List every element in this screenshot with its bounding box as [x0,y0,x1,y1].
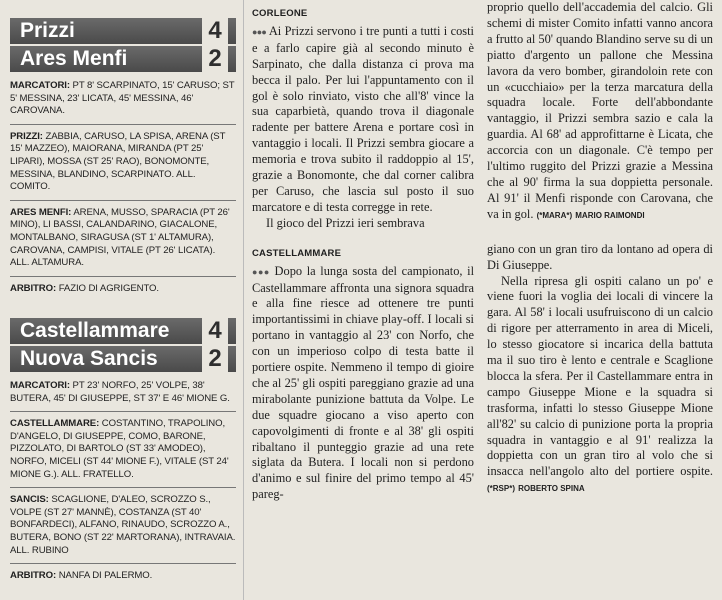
home-team-bar [10,18,236,44]
bullet-icon: ●●● [252,266,270,277]
article-column-2 [487,0,713,497]
away-lineup: SANCIS: SCAGLIONE, D'ALEO, SCROZZO S., VOLPE (ST 27' MANNÈ), COSTANZA (ST 40' BONFARDECI), ALFANO, RINAUDO, SCROZZO A., BUTERA, BONO (ST 22' MARTORANA), INTRAVAIA. ALL. RUBINO [10,494,236,556]
divider [10,563,236,564]
divider [10,411,236,412]
home-team-bar [10,318,236,344]
home-team-name: Prizzi [20,19,75,42]
article-2-paragraph-2: giano con un gran tiro da lontano ad opera di Di Giuseppe. [487,241,713,272]
article-2-paragraph-3: Nella ripresa gli ospiti calano un po' e viene fuori la voglia dei locali di vincere la gara. Al 58' i locali usufruiscono di un calcio di rigore per atterramento in area di Miceli, lo stesso giocatore si incarica della battuta ma il suo tiro è lento e centrale e Scaglione blocca la sfera. Per il Castellammare entra in campo Giuseppe Mione e la squadra si trasforma, infatti lo stesso Giuseppe Mione all'82' su calcio di punizione porta la propria squadra in vantaggio e al 91' realizza la doppietta con un gran tiro al volo che si insacca nell'angolo alto del portiere ospite. (*RSP*) ROBERTO SPINA [487,273,713,494]
home-score: 4 [202,18,228,44]
away-team-bar [10,346,236,372]
column-divider [243,0,244,600]
referee: ARBITRO: NANFA DI PALERMO. [10,570,153,582]
referee: ARBITRO: FAZIO DI AGRIGENTO. [10,282,159,294]
article-2-paragraph-1: ●●● Dopo la lunga sosta del campionato, il Castellammare affronta una signora squadra e alla fine riesce ad ottenere tre punti importantissimi in chiave play-off. I locali si portano in vantaggio al 23' con Norfo, che con un imperioso colpo di testa batte il portiere ospite. Nemmeno il tempo di gioire che al 25' gli ospiti pareggiano grazie ad una mirabolante punizione battuta da Volpe. Le due squadre giocano a viso aperto con capovolgimenti di fronte e al 38' gli ospiti ribaltano il punteggio grazie ad una rete siglata da Butera. I locali non si perdono d'animo e sul finire del primo tempo al 45' pareg- [252,263,475,502]
article-1-paragraph-3: proprio quello dell'accademia del calcio. Gli schemi di mister Comito infatti vanno ancora a frutto al 50' quando Blandino serve su di un piatto d'argento un pallone che Messina lavora da vero bomber, girandoloin rete con un «cucchiaio» per la terza marcatura della squadra locale. Forte dell'abbondante vantaggio, il Prizzi sembra sazio e cala la guardia. Al 68' ad approfittarne è Licata, che accorcia con un diagonale. C'è tempo per l'ultimo ruggito del Prizzi grazie a Messina che al 90' firma la sua doppietta personale. Al 91' il Menfi risponde con Carovana, che va in gol. (*MARA*) MARIO RAIMONDI [487,0,713,221]
author-tag: (*MARA*) [536,210,573,220]
divider [10,487,236,488]
match-details [10,380,236,583]
article-1-paragraph-1: ●●● Ai Prizzi servono i tre punti a tutti i costi e a farlo capire già al secondo minuto è Sarpinato, che dalla distanza ci prova ma becca il palo. Per lui l'appuntamento con il gol è solo rinviato, visto che all'8' vince la sua caparbietà, quando trova il diagonale radente per battere Arena e portare così in vantaggio i locali. Il Prizzi sembra giocare a memoria e trova subito il raddoppio al 15', grazie a Bonomonte, che dal corner calibra per Caruso, che lascia sul posto il suo marcatore e di testa corregge in rete. [252,23,475,214]
results-sidebar [10,0,236,600]
away-lineup: ARES MENFI: ARENA, MUSSO, SPARACIA (PT 26' MINO), LI BASSI, CALANDARINO, GIACALONE, MONTALBANO, SIRAGUSA (ST 1' ALTAMURA), CAROVANA, CAMPISI, VITALE (PT 26' LICATA). ALL. ALTAMURA. [10,206,230,269]
match-details [10,80,236,295]
article-column-1 [252,0,474,503]
dateline-castellammare: CASTELLAMMARE [252,247,342,259]
away-score: 2 [202,46,228,72]
home-lineup: CASTELLAMMARE: COSTANTINO, TRAPOLINO, D'ANGELO, DI GIUSEPPE, COMO, BARONE, PIZZOLATO, DI BARTOLO (ST 33' AMODEO), NORFO, MICELI (ST 44' MIONE F.), VITALE (ST 24' MIONE G.). ALL. FRATELLO. [10,418,229,480]
home-lineup: PRIZZI: ZABBIA, CARUSO, LA SPISA, ARENA (ST 15' MAZZEO), MAIORANA, MIRANDA (PT 25' LIPARI), MOSSA (ST 25' RAO), BONOMONTE, MESSINA, BLANDINO, SCARPINATO. ALL. COMITO. [10,130,226,193]
home-team-name: Castellammare [20,319,170,342]
away-team-name: Nuova Sancis [20,347,158,370]
divider [10,200,236,201]
article-1-paragraph-2: Il gioco del Prizzi ieri sembrava [266,215,425,230]
match-box-1 [10,18,236,301]
dateline-corleone: CORLEONE [252,8,308,19]
away-score: 2 [202,346,228,372]
scorers: MARCATORI: PT 23' NORFO, 25' VOLPE, 38' BUTERA, 45' DI GIUSEPPE, ST 37' E 46' MIONE G. [10,380,230,404]
match-box-2 [10,318,236,589]
divider [10,276,236,277]
away-team-name: Ares Menfi [20,47,128,70]
author-name: MARIO RAIMONDI [575,210,645,220]
author-name: ROBERTO SPINA [518,484,585,494]
author-tag: (*RSP*) [487,484,516,494]
away-team-bar [10,46,236,72]
bullet-icon: ●●● [252,26,267,37]
divider [10,124,236,125]
home-score: 4 [202,318,228,344]
scorers: MARCATORI: PT 8' SCARPINATO, 15' CARUSO; ST 5' MESSINA, 23' LICATA, 45' MESSINA, 46' CAROVANA. [10,80,235,117]
